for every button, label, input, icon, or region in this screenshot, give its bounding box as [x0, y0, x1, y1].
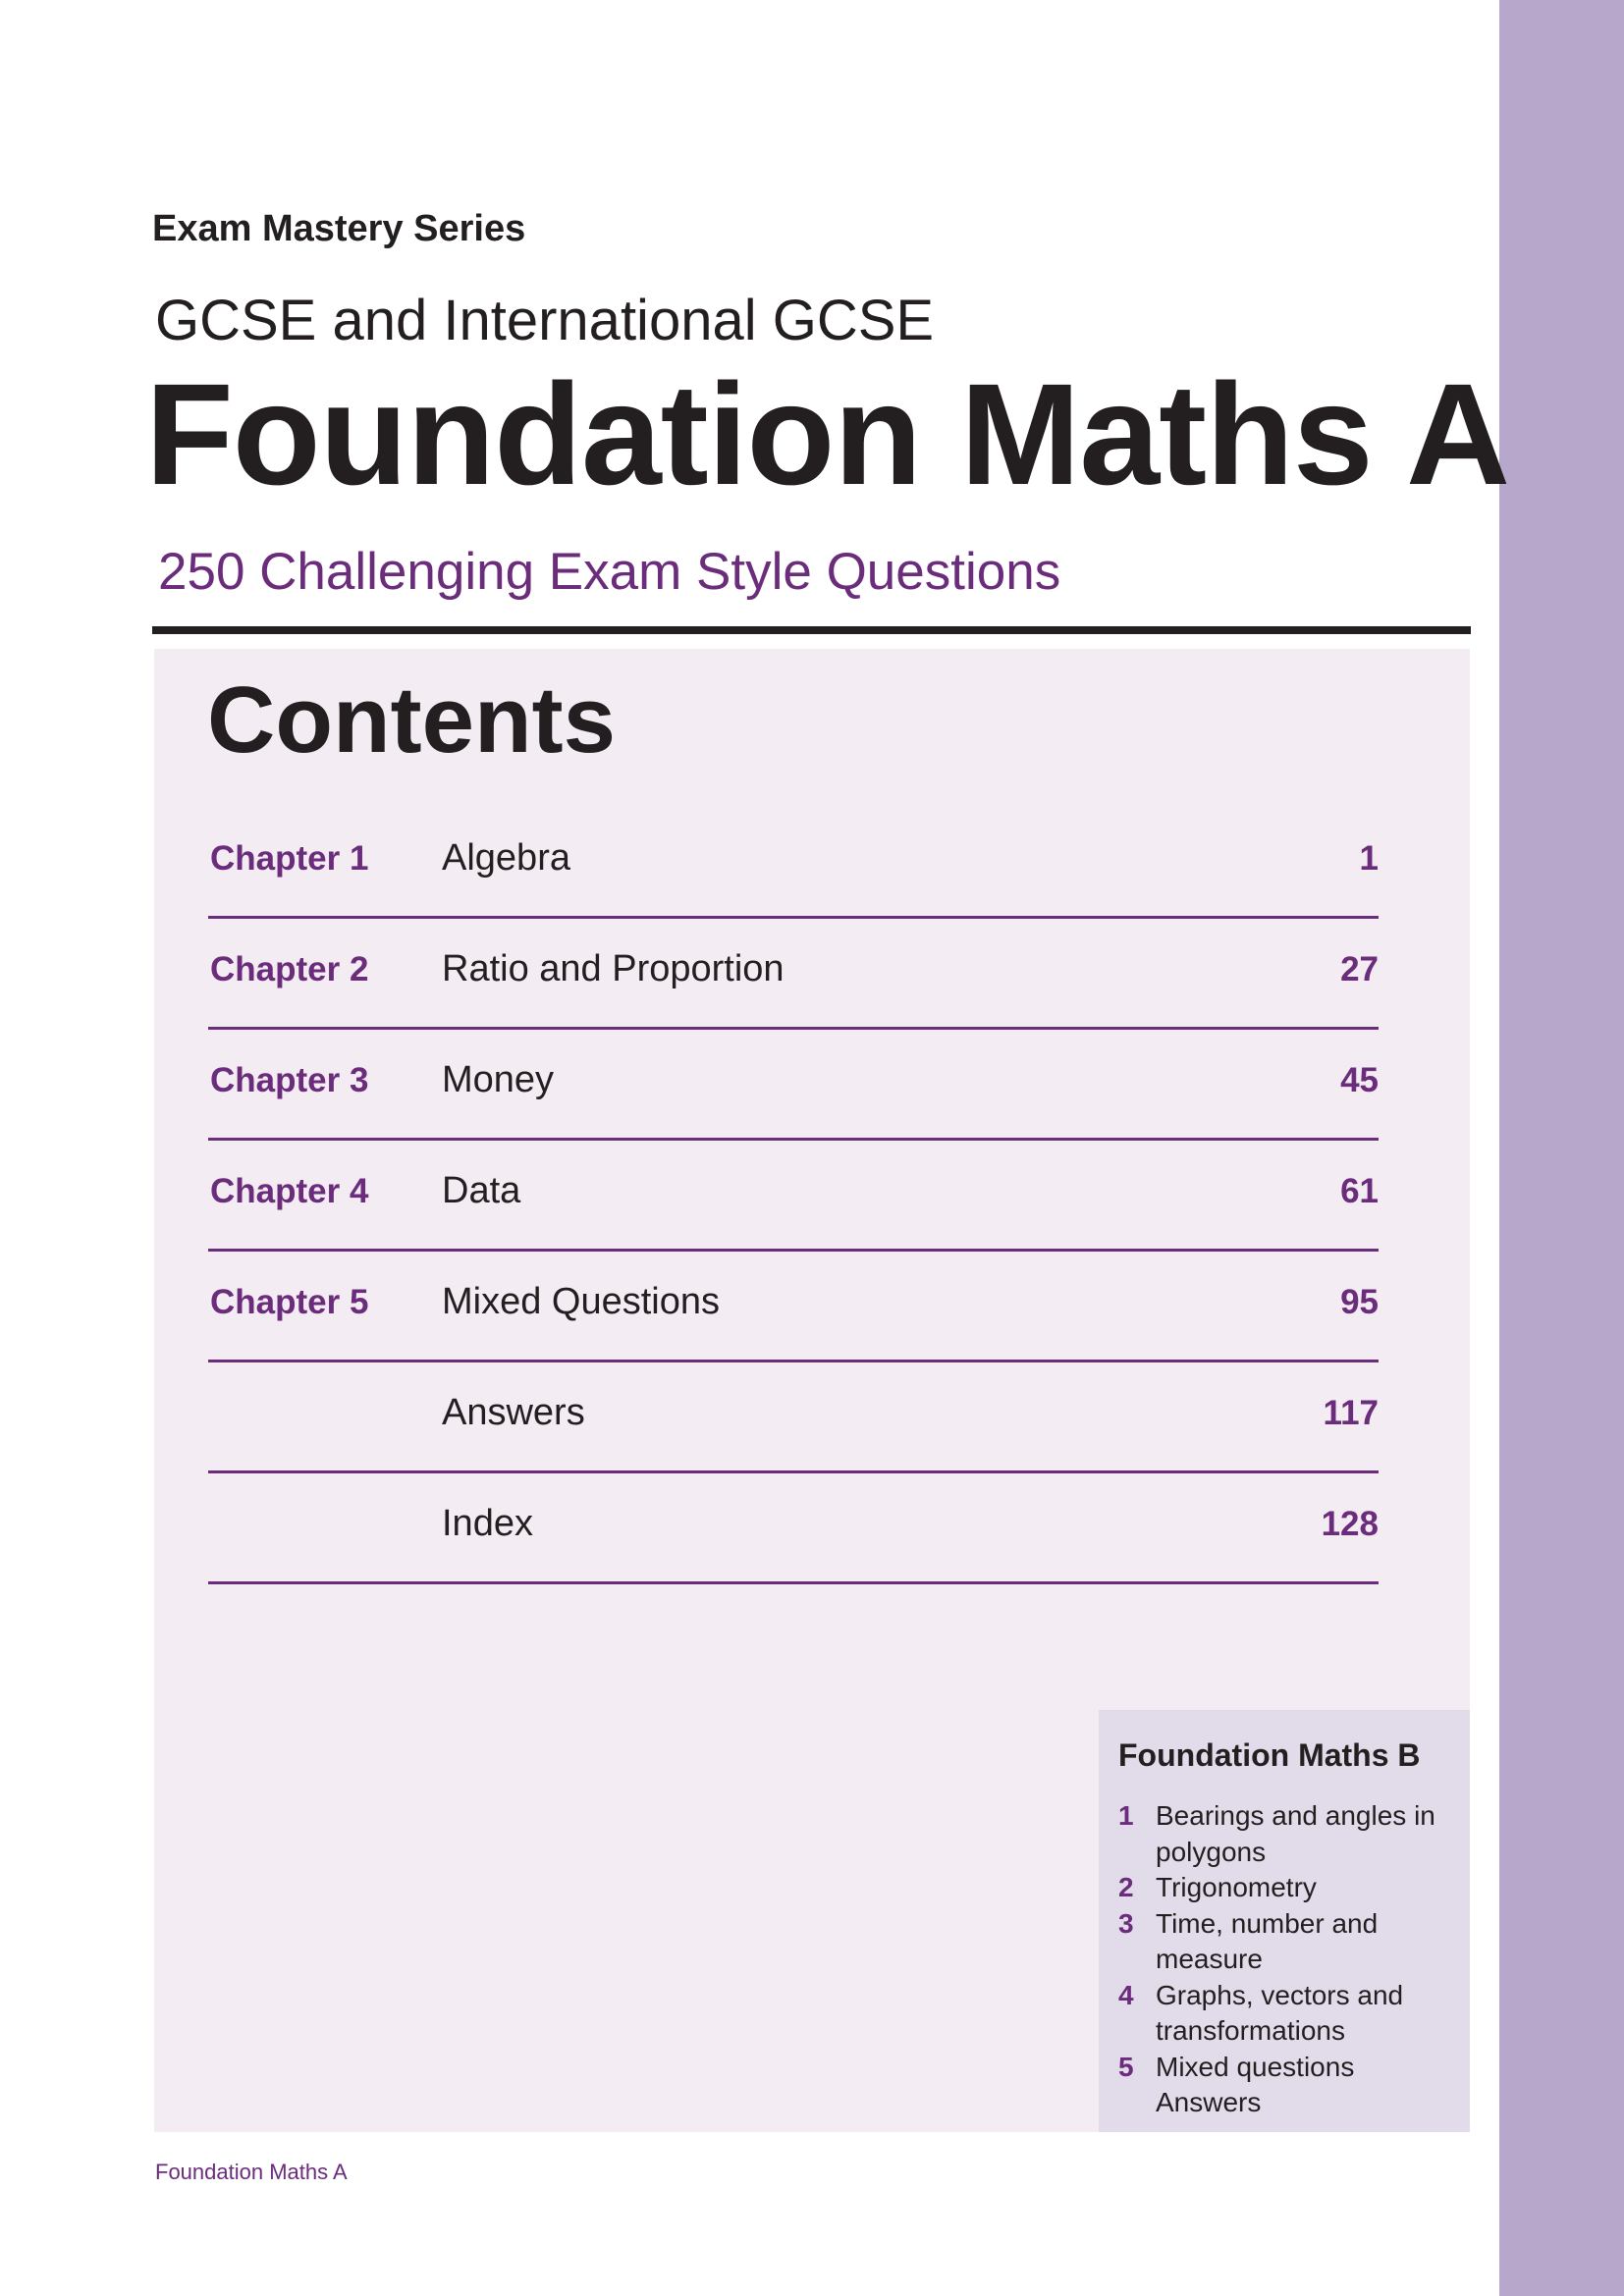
qualification-line: GCSE and International GCSE [155, 289, 935, 352]
side-color-bar [1499, 0, 1624, 2296]
list-item [1118, 1870, 1462, 1906]
page-number: 45 [1340, 1061, 1379, 1099]
item-text: Time, number and measure [1156, 1907, 1379, 1974]
book-subtitle: 250 Challenging Exam Style Questions [158, 543, 1061, 601]
item-text: Mixed questions [1156, 2051, 1355, 2082]
list-item [1118, 2085, 1462, 2121]
list-item [1118, 2050, 1462, 2086]
series-name: Exam Mastery Series [152, 208, 526, 249]
chapter-label: Chapter 5 [210, 1283, 369, 1321]
item-number: 2 [1118, 1872, 1134, 1902]
page-number: 128 [1321, 1505, 1379, 1543]
related-book-list [1118, 1798, 1462, 2121]
chapter-label: Chapter 1 [210, 839, 369, 878]
contents-row[interactable] [208, 1252, 1379, 1362]
item-text: Answers [1156, 2087, 1262, 2117]
page-number: 27 [1340, 950, 1379, 988]
page-number: 1 [1359, 839, 1379, 878]
item-number: 4 [1118, 1979, 1134, 2010]
item-text: Trigonometry [1156, 1872, 1317, 1902]
contents-row[interactable] [208, 1030, 1379, 1141]
related-book-box [1099, 1710, 1470, 2132]
list-item [1118, 1978, 1462, 2050]
contents-row[interactable] [208, 808, 1379, 919]
chapter-title: Algebra [442, 837, 570, 879]
contents-row[interactable] [208, 919, 1379, 1030]
chapter-label: Chapter 3 [210, 1061, 369, 1099]
contents-row[interactable] [208, 1362, 1379, 1473]
contents-row[interactable] [208, 1141, 1379, 1252]
list-item [1118, 1798, 1462, 1870]
item-text: Bearings and angles in polygons [1156, 1800, 1435, 1867]
list-item [1118, 1906, 1462, 1978]
chapter-title: Index [442, 1503, 533, 1544]
item-number [1118, 2085, 1156, 2121]
contents-list [208, 808, 1379, 1584]
chapter-title: Data [442, 1170, 521, 1211]
book-title: Foundation Maths A [145, 354, 1510, 515]
page-number: 61 [1340, 1172, 1379, 1210]
page-number: 95 [1340, 1283, 1379, 1321]
item-number: 1 [1118, 1800, 1134, 1831]
item-text: Graphs, vectors and transformations [1156, 1979, 1404, 2046]
chapter-label: Chapter 2 [210, 950, 369, 988]
chapter-label: Chapter 4 [210, 1172, 369, 1210]
item-number: 5 [1118, 2051, 1134, 2082]
related-book-title: Foundation Maths B [1118, 1737, 1421, 1773]
chapter-title: Mixed Questions [442, 1281, 721, 1322]
chapter-title: Ratio and Proportion [442, 948, 785, 989]
item-number: 3 [1118, 1907, 1134, 1939]
contents-row[interactable] [208, 1473, 1379, 1584]
page-footer: Foundation Maths A [155, 2160, 348, 2184]
contents-heading: Contents [207, 667, 616, 773]
chapter-title: Money [442, 1059, 555, 1100]
chapter-title: Answers [442, 1392, 585, 1433]
page-number: 117 [1323, 1394, 1379, 1432]
header-rule [152, 626, 1471, 634]
